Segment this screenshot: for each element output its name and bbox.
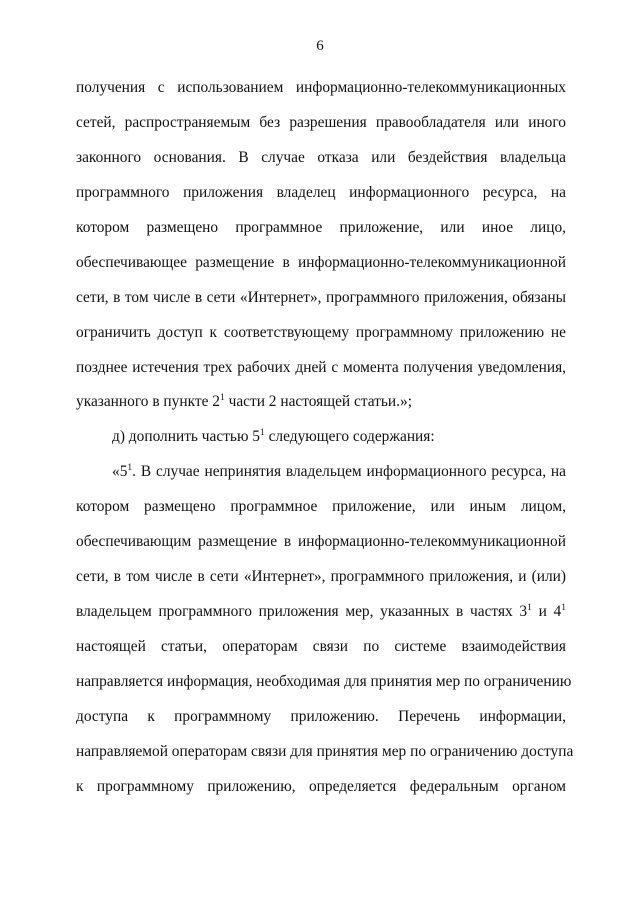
text-line: сети, в том числе в сети «Интернет», программного приложения, обязаны	[76, 289, 566, 306]
text-line: владельцем программного приложения мер, указанных в частях $3^1$ и $4^1$	[76, 603, 566, 620]
text-line: направляется информация, необходимая для принятия мер по ограничению	[76, 673, 572, 690]
text-line: позднее истечения трех рабочих дней с момента получения уведомления,	[76, 359, 566, 376]
text-line: настоящей статьи, операторам связи по системе взаимодействия	[76, 638, 566, 655]
text-line: сети, в том числе в сети «Интернет», программного приложения, и (или)	[76, 568, 566, 585]
text-line: указанного в пункте $2^1$ части 2 настоящей статьи.»;	[76, 393, 412, 410]
text-line: котором размещено программное приложение, или иное лицо,	[76, 219, 566, 236]
text-line: «$5^1$. В случае непринятия владельцем информационного ресурса, на	[112, 463, 566, 480]
text-line: программного приложения владелец информационного ресурса, на	[76, 184, 566, 201]
text-line: доступа к программному приложению. Перечень информации,	[76, 708, 566, 725]
text-line: котором размещено программное приложение, или иным лицом,	[76, 498, 566, 515]
text-line: получения с использованием информационно-телекоммуникационных	[76, 79, 566, 96]
text-line: сетей, распространяемым без разрешения правообладателя или иного	[76, 114, 566, 131]
text-line: д) дополнить частью $5^1$ следующего содержания:	[112, 428, 435, 445]
text-line: направляемой операторам связи для принятия мер по ограничению доступа	[76, 743, 574, 760]
page-number: 6	[316, 38, 324, 54]
text-line: ограничить доступ к соответствующему программному приложению не	[76, 324, 566, 341]
text-line: обеспечивающее размещение в информационно-телекоммуникационной	[76, 254, 566, 271]
text-line: законного основания. В случае отказа или бездействия владельца	[76, 149, 566, 166]
text-line: к программному приложению, определяется федеральным органом	[76, 778, 566, 795]
text-line: обеспечивающим размещение в информационно-телекоммуникационной	[76, 533, 566, 550]
